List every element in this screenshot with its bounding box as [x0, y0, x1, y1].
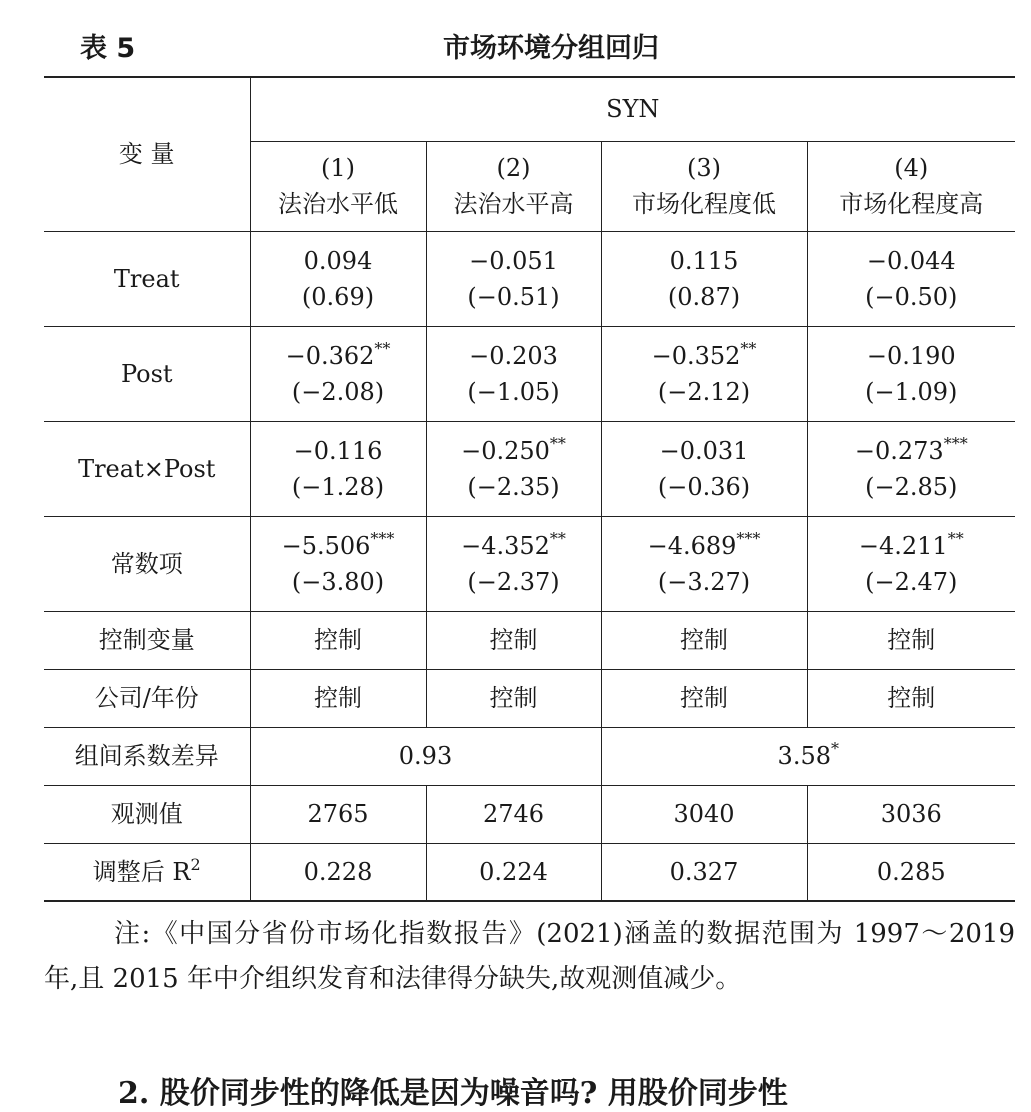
- table-cell: 控制: [601, 669, 807, 727]
- header-row-group: [44, 77, 1015, 141]
- table-note: 注:《中国分省份市场化指数报告》(2021)涵盖的数据范围为 1997～2019 年,且 2015 年中介组织发育和法律得分缺失,故观测值减少。: [44, 919, 1015, 994]
- row-label: 公司/年份: [44, 669, 250, 727]
- coefficient: −0.250**: [461, 433, 566, 465]
- t-statistic: (−1.28): [291, 472, 385, 501]
- t-statistic: (−2.08): [291, 377, 385, 406]
- table-label: 表 5: [80, 33, 136, 64]
- table-cell: 2765: [250, 785, 426, 843]
- coefficient: −0.203: [469, 341, 558, 370]
- table-cell: 0.228: [250, 843, 426, 901]
- diff-right-value: 3.58*: [601, 727, 1015, 785]
- table-cell: 3040: [601, 785, 807, 843]
- table-row: [44, 727, 1015, 785]
- t-statistic: (−0.36): [657, 472, 751, 501]
- t-statistic: (−1.05): [467, 377, 560, 406]
- column-header: [807, 141, 1015, 231]
- coefficient: −0.051: [469, 246, 558, 275]
- row-label: Treat: [44, 231, 250, 326]
- table-title: 市场环境分组回归: [443, 33, 659, 64]
- column-number: (1): [321, 154, 355, 182]
- t-statistic: (−2.35): [467, 472, 560, 501]
- t-statistic: (−2.47): [865, 567, 958, 596]
- t-statistic: (−0.50): [865, 282, 958, 311]
- column-name: 法治水平低: [278, 190, 398, 218]
- table-cell: 0.224: [426, 843, 601, 901]
- column-header: [250, 141, 426, 231]
- coefficient: −0.044: [866, 246, 956, 275]
- table-cell: [426, 326, 601, 421]
- column-number: (3): [687, 154, 721, 182]
- table-cell: [426, 231, 601, 326]
- table-row: [44, 326, 1015, 421]
- column-number: (4): [894, 154, 929, 182]
- row-label: Post: [44, 326, 250, 421]
- table-cell: [250, 326, 426, 421]
- coefficient: −5.506***: [281, 528, 395, 560]
- table-cell: [250, 421, 426, 516]
- t-statistic: (−3.27): [657, 567, 751, 596]
- t-statistic: (−2.12): [657, 377, 751, 406]
- table-cell: [601, 421, 807, 516]
- table-cell: [807, 231, 1015, 326]
- row-label: 控制变量: [44, 611, 250, 669]
- table-cell: 控制: [601, 611, 807, 669]
- column-name: 法治水平高: [453, 190, 574, 218]
- table-cell: [426, 516, 601, 611]
- table-cell: 2746: [426, 785, 601, 843]
- table-cell: [250, 516, 426, 611]
- row-label: Treat×Post: [44, 421, 250, 516]
- coefficient: −4.211**: [858, 528, 964, 560]
- table-row: [44, 669, 1015, 727]
- table-row: [44, 843, 1015, 901]
- coefficient: −0.273***: [854, 433, 968, 465]
- table-cell: 控制: [807, 611, 1015, 669]
- table-cell: 3036: [807, 785, 1015, 843]
- coefficient: −0.362**: [285, 338, 391, 370]
- table-cell: 控制: [426, 611, 601, 669]
- table-row: [44, 785, 1015, 843]
- table-row: [44, 231, 1015, 326]
- t-statistic: (−2.37): [467, 567, 560, 596]
- table-cell: 0.327: [601, 843, 807, 901]
- group-header: SYN: [250, 77, 1015, 141]
- table-cell: [807, 516, 1015, 611]
- column-number: (2): [496, 154, 531, 182]
- column-name: 市场化程度低: [632, 190, 776, 218]
- coefficient: −0.352**: [651, 338, 757, 370]
- row-label: 组间系数差异: [44, 727, 250, 785]
- table-cell: 0.285: [807, 843, 1015, 901]
- table-cell: [250, 231, 426, 326]
- t-statistic: (−1.09): [865, 377, 958, 406]
- coefficient: 0.094: [303, 246, 373, 275]
- column-header: [601, 141, 807, 231]
- next-paragraph: 2. 股价同步性的降低是因为噪音吗? 用股价同步性: [118, 1076, 788, 1111]
- diff-left-value: 0.93: [250, 727, 601, 785]
- coefficient: −4.689***: [647, 528, 761, 560]
- table-cell: [601, 231, 807, 326]
- table-cell: [807, 326, 1015, 421]
- table-cell: [601, 326, 807, 421]
- column-name: 市场化程度高: [839, 190, 984, 218]
- coefficient: 0.115: [669, 246, 739, 275]
- column-header: [426, 141, 601, 231]
- table-cell: [807, 421, 1015, 516]
- t-statistic: (−3.80): [291, 567, 385, 596]
- row-label: 调整后 $R^2$: [44, 843, 250, 901]
- coefficient: −0.031: [659, 436, 749, 465]
- coefficient: −0.190: [866, 341, 956, 370]
- regression-table: [44, 76, 1015, 902]
- variable-header: 变 量: [44, 77, 250, 231]
- t-statistic: (−0.51): [467, 282, 560, 311]
- table-row: [44, 421, 1015, 516]
- coefficient: −4.352**: [461, 528, 566, 560]
- table-cell: 控制: [807, 669, 1015, 727]
- table-row: [44, 611, 1015, 669]
- table-cell: [601, 516, 807, 611]
- row-label: 常数项: [44, 516, 250, 611]
- coefficient: −0.116: [293, 436, 383, 465]
- table-cell: 控制: [250, 611, 426, 669]
- table-row: [44, 516, 1015, 611]
- table-cell: [426, 421, 601, 516]
- table-cell: 控制: [426, 669, 601, 727]
- table-cell: 控制: [250, 669, 426, 727]
- t-statistic: (0.69): [301, 282, 375, 311]
- t-statistic: (0.87): [667, 282, 741, 311]
- row-label: 观测值: [44, 785, 250, 843]
- t-statistic: (−2.85): [865, 472, 958, 501]
